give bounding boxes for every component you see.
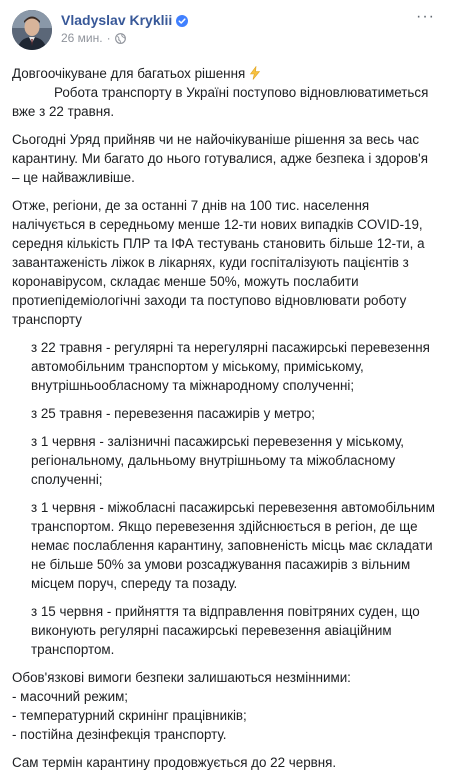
post-title: Довгоочікуване для багатьох рішення: [12, 66, 246, 81]
avatar[interactable]: [12, 10, 52, 50]
post-meta: [61, 10, 188, 45]
more-options-button[interactable]: ···: [416, 8, 435, 25]
post-header: [12, 10, 437, 56]
requirement-item: - температурний скринінг працівників;: [12, 708, 247, 723]
globe-icon[interactable]: [115, 33, 126, 44]
timestamp-row: [61, 31, 188, 45]
post-lead: Робота транспорту в Україні поступово відновлюватиметься вже з 22 травня.: [12, 85, 429, 119]
paragraph-2: Отже, регіони, де за останні 7 днів на 100 тис. населення налічується в середньому менше 12-ти нових випадків COVID-19, середня кількість ПЛР та ІФА тестувань становить більше 12-ти, а завантаженість ліжок в лікарнях, куди госпіталізують пацієнтів з коронавірусом, складає менше 50%, можуть послабити протиепідеміологічні заходи та поступово відновлювати роботу транспорту: [12, 198, 425, 327]
post-title-line: [12, 64, 437, 121]
post-body: [12, 64, 437, 772]
final-paragraph: Сам термін карантину продовжується до 22 червня.: [12, 755, 337, 770]
lightning-icon: [248, 66, 262, 80]
list-item: з 25 травня - перевезення пасажирів у метро;: [31, 406, 315, 421]
requirement-item: - масочний режим;: [12, 689, 128, 704]
list-item: з 1 червня - міжобласні пасажирські перевезення автомобільним транспортом. Якщо перевезення здійснюється в регіон, де ще немає послаблення карантину, заповненість місць має складати не більше 50% за умови розсаджування пасажирів з вільним місцем поруч, спереду та позаду.: [31, 500, 435, 591]
meta-separator: ·: [106, 31, 111, 45]
verified-badge-icon: [176, 14, 188, 26]
requirements-title: Обов'язкові вимоги безпеки залишаються незмінними:: [12, 670, 351, 685]
author-name[interactable]: Vladyslav Kryklii: [61, 12, 173, 28]
requirements-block: [12, 668, 437, 744]
list-item: з 22 травня - регулярні та нерегулярні пасажирські перевезення автомобільним транспортом у міському, приміському, внутрішньообласному та міжнародному сполученні;: [31, 340, 430, 393]
avatar-image: [12, 10, 52, 50]
paragraph-1: Сьогодні Уряд прийняв чи не найочікуваніше рішення за весь час карантину. Ми багато до нього готувалися, адже безпека і здоров'я – це найважливіше.: [12, 132, 428, 185]
post-timestamp[interactable]: 26 мин.: [61, 31, 103, 45]
author-row: [61, 12, 188, 28]
list-item: з 1 червня - залізничні пасажирські перевезення у міському, регіональному, дальньому внутрішньому та міжобласному сполученні;: [31, 434, 405, 487]
requirement-item: - постійна дезінфекція транспорту.: [12, 727, 227, 742]
list-item: з 15 червня - прийняття та відправлення повітряних суден, що виконують регулярні пасажирські перевезення авіаційним транспортом.: [31, 604, 420, 657]
